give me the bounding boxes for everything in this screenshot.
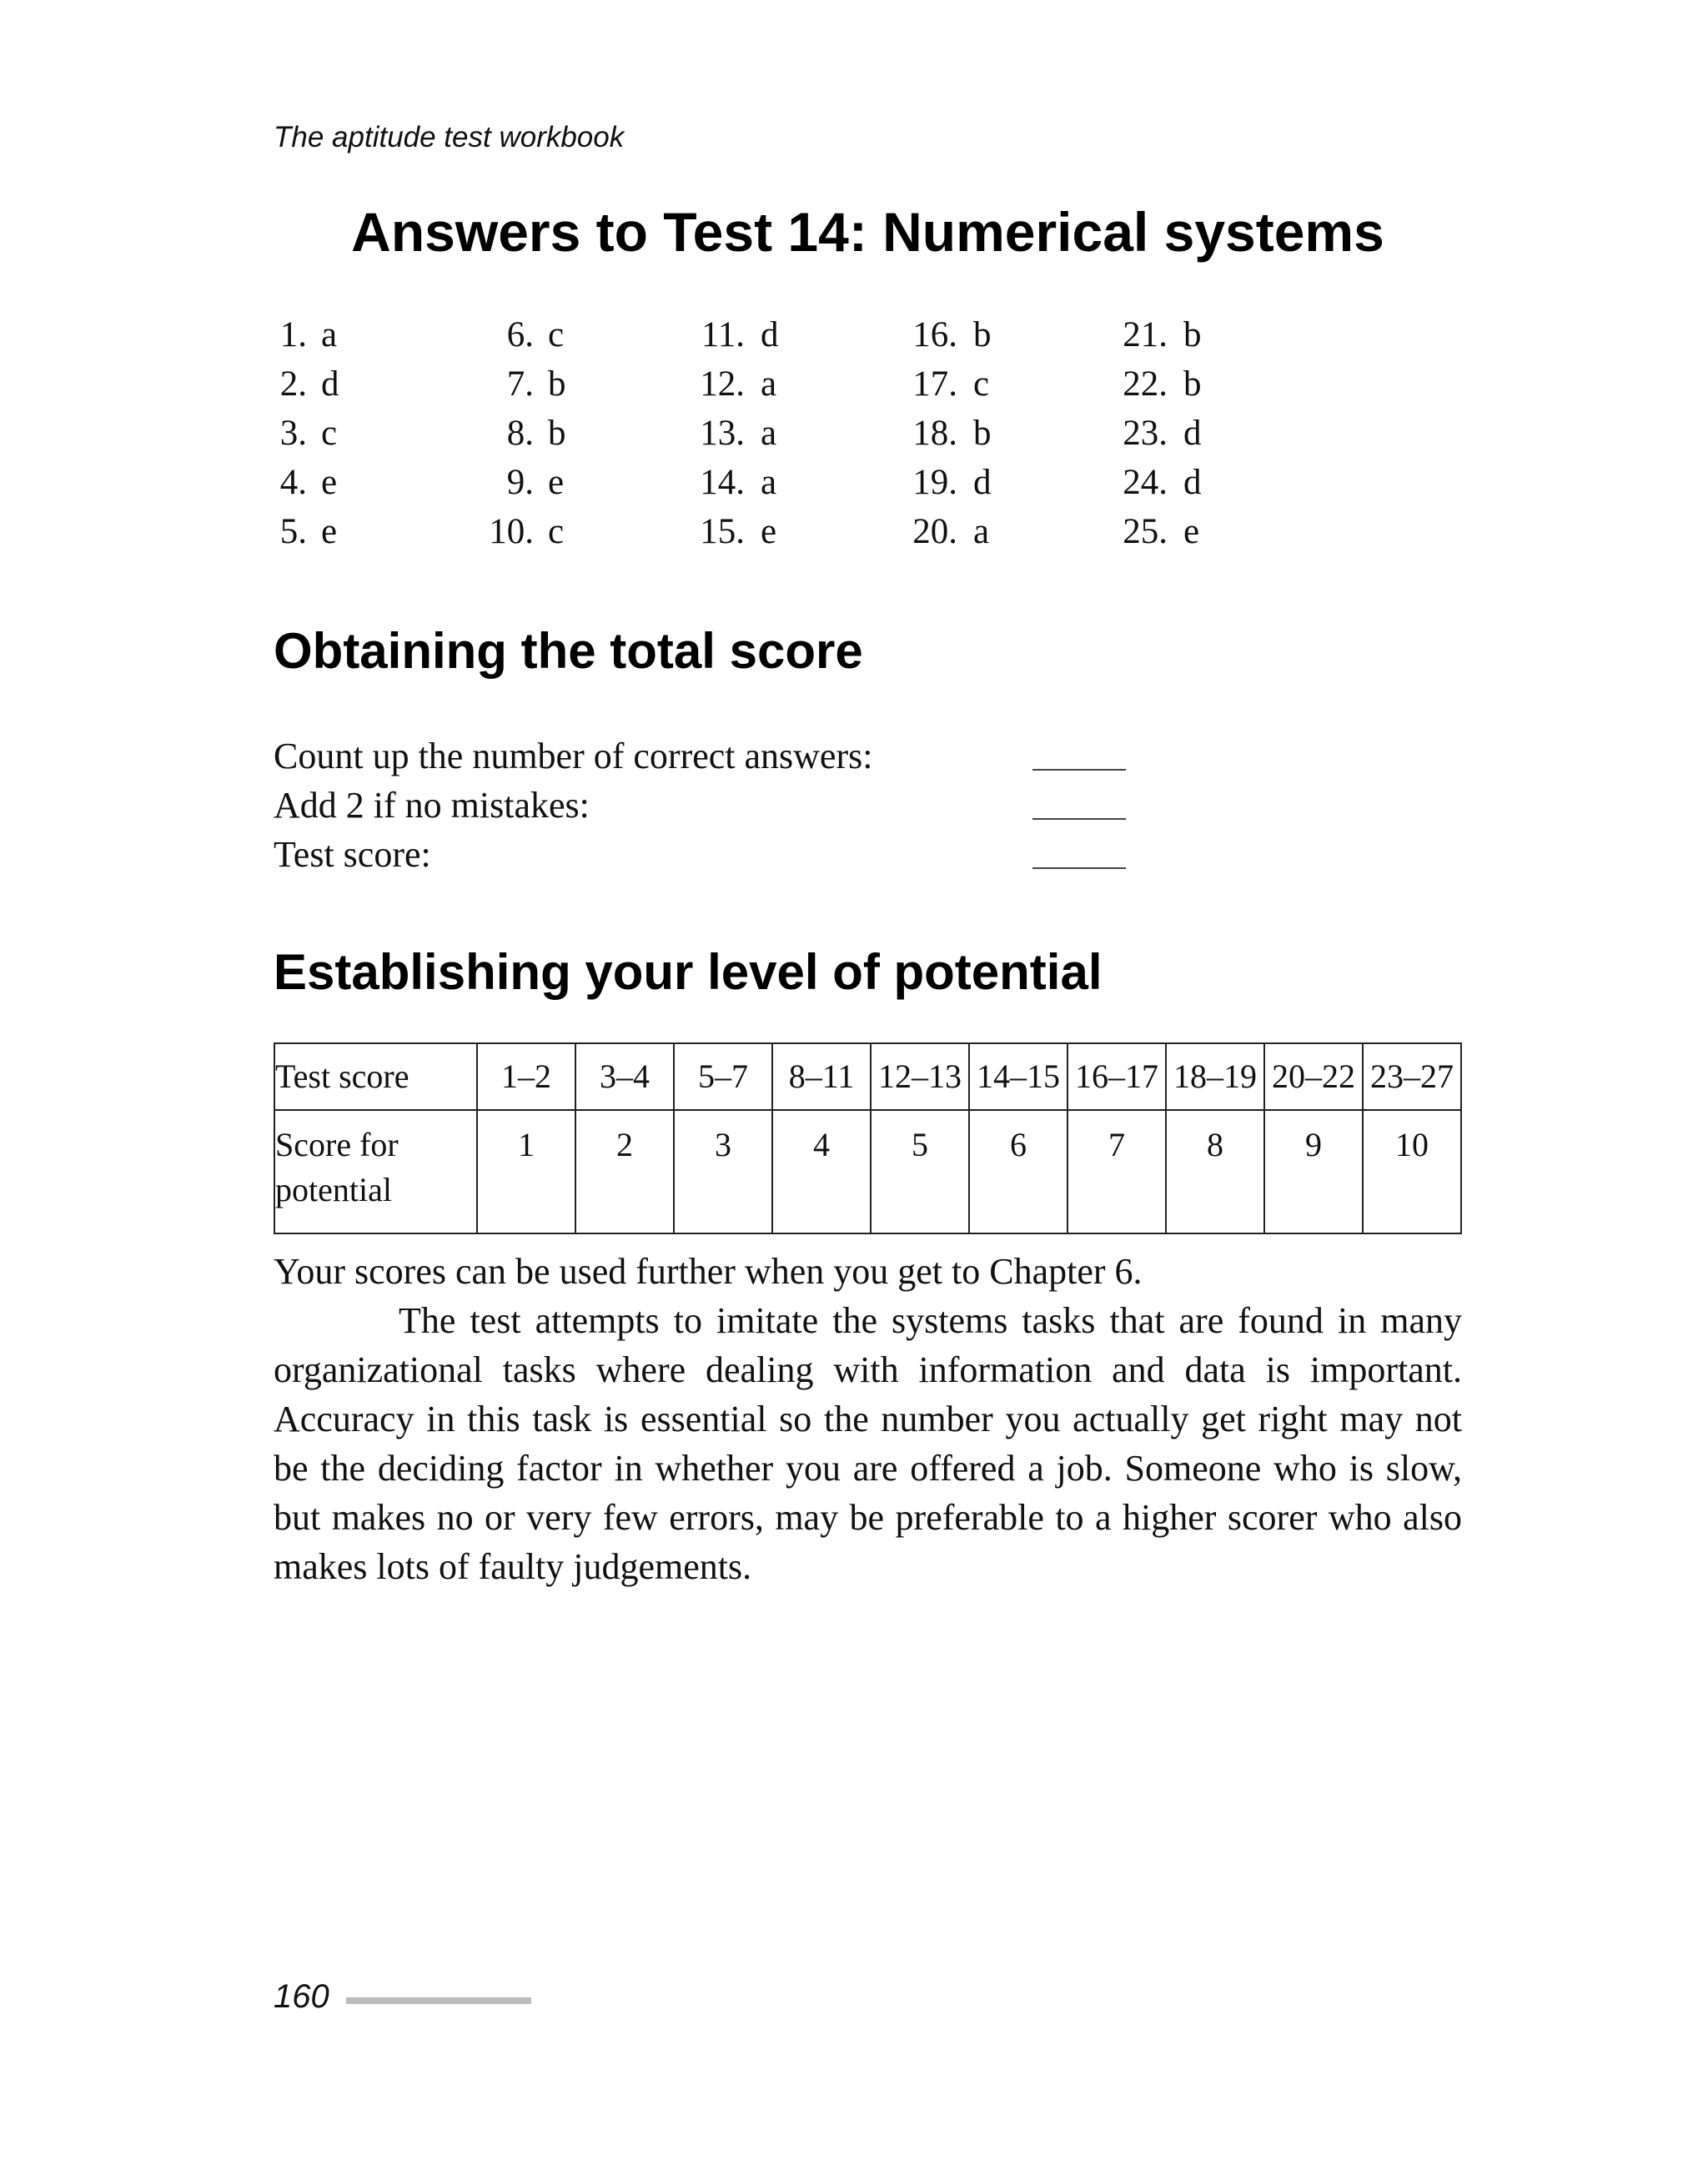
- score-line-label: Add 2 if no mistakes:: [274, 785, 590, 826]
- potential-table: [274, 1042, 1462, 1234]
- answer-letter: c: [321, 414, 338, 453]
- score-line-total: [274, 830, 1191, 879]
- question-number: 5.: [279, 512, 307, 551]
- question-number: 24.: [1123, 463, 1168, 502]
- blank-line: [1032, 818, 1126, 820]
- answer-letter: e: [321, 463, 338, 502]
- question-number: 20.: [912, 512, 957, 551]
- answer-letter: e: [761, 512, 777, 551]
- score-line-correct: [274, 731, 1191, 781]
- score-line-bonus: [274, 781, 1191, 830]
- paragraph-2: [274, 1296, 1462, 1591]
- question-number: 13.: [700, 414, 745, 453]
- score-cell: 3: [674, 1110, 772, 1233]
- range-cell: 5–7: [674, 1043, 772, 1110]
- answer-item: [0, 359, 1708, 409]
- folio-rule: [346, 1997, 531, 2004]
- question-number: 21.: [1123, 315, 1168, 354]
- question-number: 8.: [506, 414, 534, 453]
- score-line-label: Test score:: [274, 834, 431, 875]
- range-cell: 23–27: [1363, 1043, 1461, 1110]
- question-number: 1.: [279, 315, 307, 354]
- question-number: 12.: [700, 364, 745, 404]
- answer-letter: d: [321, 364, 339, 404]
- blank-line: [1032, 867, 1126, 869]
- answer-letter: d: [1183, 463, 1202, 502]
- answer-letter: d: [1183, 414, 1202, 453]
- range-cell: 8–11: [772, 1043, 871, 1110]
- answer-item: [0, 409, 1708, 458]
- answer-key: [0, 310, 1708, 560]
- score-cell: 1: [477, 1110, 575, 1233]
- answer-letter: c: [548, 512, 565, 551]
- score-cell: 9: [1264, 1110, 1363, 1233]
- score-cell: 8: [1166, 1110, 1264, 1233]
- running-head: The aptitude test workbook: [274, 121, 625, 153]
- answer-letter: a: [761, 364, 777, 404]
- answer-letter: c: [973, 364, 990, 404]
- range-cell: 12–13: [871, 1043, 969, 1110]
- question-number: 25.: [1123, 512, 1168, 551]
- score-cell: 10: [1363, 1110, 1461, 1233]
- answer-letter: c: [548, 315, 565, 354]
- range-cell: 16–17: [1068, 1043, 1166, 1110]
- answer-item: [0, 507, 1708, 556]
- page-title: Answers to Test 14: Numerical systems: [351, 201, 1384, 263]
- score-cell: 5: [871, 1110, 969, 1233]
- answer-item: [0, 458, 1708, 507]
- score-cell: 4: [772, 1110, 871, 1233]
- row-label: Score for potential: [274, 1110, 477, 1233]
- question-number: 10.: [489, 512, 534, 551]
- question-number: 17.: [912, 364, 957, 404]
- question-number: 4.: [279, 463, 307, 502]
- answer-letter: b: [548, 414, 566, 453]
- question-number: 2.: [279, 364, 307, 404]
- answer-letter: e: [321, 512, 338, 551]
- range-cell: 18–19: [1166, 1043, 1264, 1110]
- answer-letter: a: [761, 463, 777, 502]
- answer-letter: b: [973, 315, 992, 354]
- test-score-row: [274, 1043, 1461, 1110]
- question-number: 3.: [279, 414, 307, 453]
- range-cell: 3–4: [575, 1043, 674, 1110]
- row-label: Test score: [274, 1043, 477, 1110]
- potential-heading: Establishing your level of potential: [274, 944, 1103, 1000]
- question-number: 19.: [912, 463, 957, 502]
- answer-letter: b: [1183, 315, 1202, 354]
- question-number: 9.: [506, 463, 534, 502]
- score-line-label: Count up the number of correct answers:: [274, 736, 873, 776]
- question-number: 11.: [701, 315, 745, 354]
- answer-letter: a: [321, 315, 338, 354]
- paragraph-1: Your scores can be used further when you get to Chapter 6.: [274, 1251, 1143, 1292]
- range-cell: 1–2: [477, 1043, 575, 1110]
- score-worksheet: [274, 731, 1191, 879]
- question-number: 22.: [1123, 364, 1168, 404]
- range-cell: 20–22: [1264, 1043, 1363, 1110]
- answer-letter: e: [1183, 512, 1200, 551]
- answer-letter: b: [973, 414, 992, 453]
- score-cell: 2: [575, 1110, 674, 1233]
- answer-item: [0, 310, 1708, 359]
- question-number: 14.: [700, 463, 745, 502]
- question-number: 15.: [700, 512, 745, 551]
- score-cell: 7: [1068, 1110, 1166, 1233]
- range-cell: 14–15: [969, 1043, 1068, 1110]
- paragraph-2-text: The test attempts to imitate the systems tasks that are found in many organizational tasks where dealing with information and data is important. Accuracy in this task is essential so the number you actually get right may not be the deciding factor in whether you are offered a job. Someone who is slow, but makes no or very few errors, may be preferable to a higher scorer who also makes lots of faulty judgements.: [274, 1300, 1462, 1587]
- blank-line: [1032, 769, 1126, 771]
- answer-letter: b: [548, 364, 566, 404]
- question-number: 23.: [1123, 414, 1168, 453]
- total-score-heading: Obtaining the total score: [274, 623, 863, 679]
- question-number: 18.: [912, 414, 957, 453]
- answer-letter: d: [973, 463, 992, 502]
- answer-letter: d: [761, 315, 779, 354]
- question-number: 7.: [506, 364, 534, 404]
- potential-score-row: [274, 1110, 1461, 1233]
- answer-letter: e: [548, 463, 565, 502]
- body-text: [274, 1247, 1462, 1591]
- score-cell: 6: [969, 1110, 1068, 1233]
- answer-letter: a: [973, 512, 990, 551]
- question-number: 16.: [912, 315, 957, 354]
- answer-letter: b: [1183, 364, 1202, 404]
- page-number: 160: [274, 1978, 329, 2015]
- question-number: 6.: [506, 315, 534, 354]
- answer-letter: a: [761, 414, 777, 453]
